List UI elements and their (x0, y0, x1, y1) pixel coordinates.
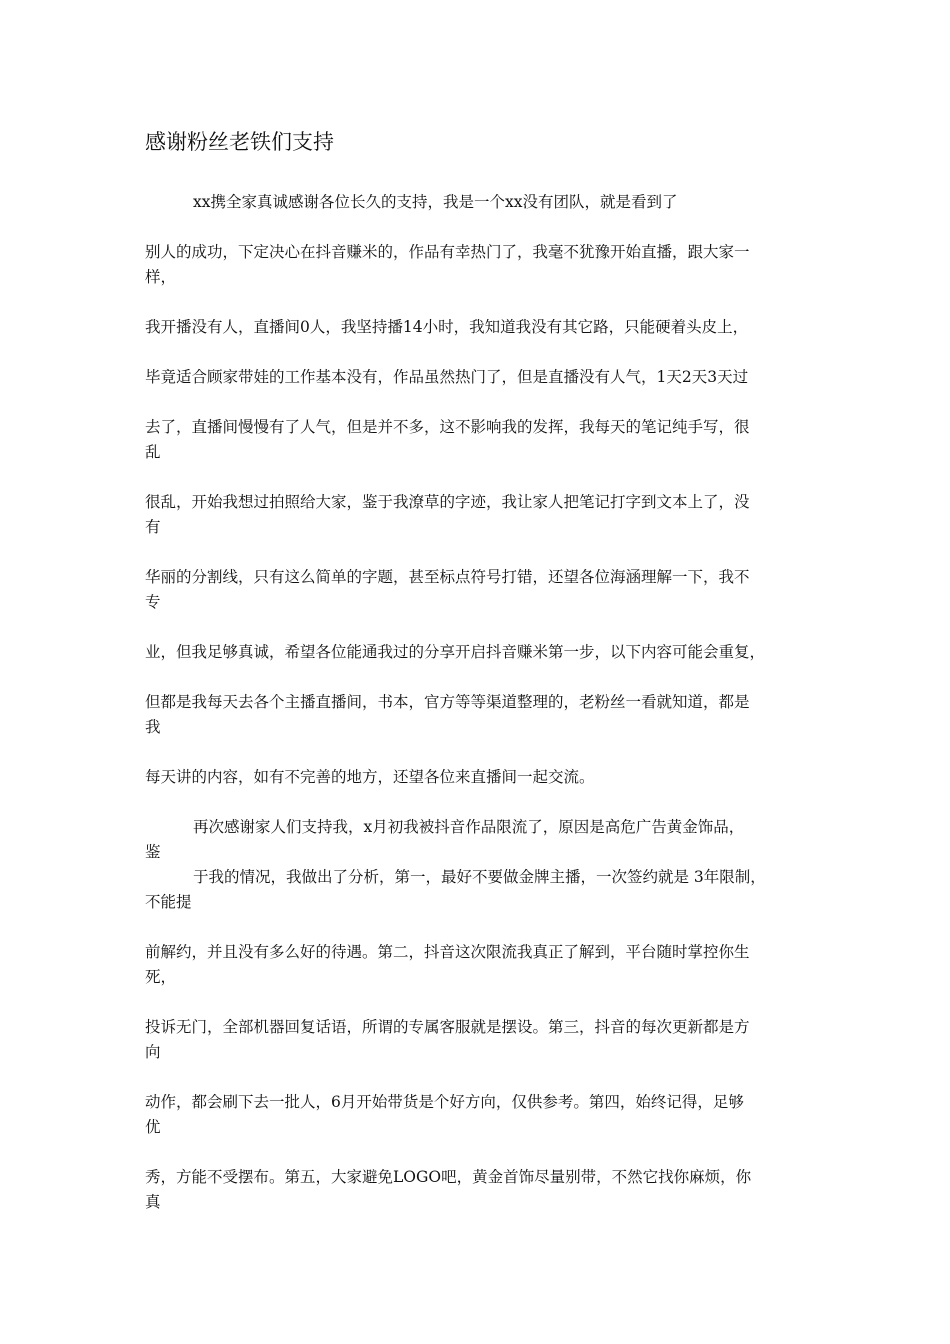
paragraph-line (145, 415, 825, 465)
line-wrap: 向 (145, 1043, 161, 1061)
paragraph-line: 每天讲的内容，如有不完善的地方，还望各位来直播间一起交流。 (145, 768, 595, 786)
paragraph-line (145, 690, 825, 740)
line-text: 投诉无门，全部机器回复话语，所谓的专属客服就是摆设。第三，抖音的每次更新都是方 (145, 1018, 750, 1036)
line-text: 动作，都会刷下去一批人，6月开始带货是个好方向，仅供参考。第四，始终记得，足够 (145, 1093, 744, 1111)
paragraph-line (145, 815, 825, 865)
paragraph-line: 我开播没有人，直播间0人，我坚持播14小时，我知道我没有其它路，只能硬着头皮上， (145, 318, 749, 336)
paragraph-line (145, 940, 825, 990)
paragraph-line: 毕竟适合顾家带娃的工作基本没有，作品虽然热门了，但是直播没有人气，1天2天3天过 (145, 368, 749, 386)
paragraph-line (145, 490, 825, 540)
line-text: 前解约，并且没有多么好的待遇。第二，抖音这次限流我真正了解到，平台随时掌控你生 (145, 943, 750, 961)
line-wrap: 不能提 (145, 893, 192, 911)
line-text: 于我的情况，我做出了分析，第一，最好不要做金牌主播，一次签约就是 3年限制， (193, 868, 766, 886)
line-wrap: 真 (145, 1193, 161, 1211)
line-text: 再次感谢家人们支持我，x月初我被抖音作品限流了，原因是高危广告黄金饰品， (193, 818, 745, 836)
paragraph-line (145, 865, 825, 915)
paragraph-line (145, 1090, 825, 1140)
paragraph-line (145, 240, 825, 290)
document-title: 感谢粉丝老铁们支持 (145, 130, 334, 154)
line-text: 很乱，开始我想过拍照给大家，鉴于我潦草的字迹，我让家人把笔记打字到文本上了，没 (145, 493, 750, 511)
line-wrap: 优 (145, 1118, 161, 1136)
line-wrap: 乱 (145, 443, 161, 461)
line-wrap: 专 (145, 593, 161, 611)
line-wrap: 死， (145, 968, 177, 986)
line-wrap: 样， (145, 268, 177, 286)
line-wrap: 鉴 (145, 843, 161, 861)
line-text: 去了，直播间慢慢有了人气，但是并不多，这不影响我的发挥，我每天的笔记纯手写，很 (145, 418, 750, 436)
line-wrap: 我 (145, 718, 161, 736)
paragraph-line (145, 1165, 825, 1215)
line-text: 别人的成功，下定决心在抖音赚米的，作品有幸热门了，我毫不犹豫开始直播，跟大家一 (145, 243, 750, 261)
paragraph-line: xx携全家真诚感谢各位长久的支持，我是一个xx没有团队，就是看到了 (193, 193, 678, 211)
paragraph-line (145, 1015, 825, 1065)
line-text: 秀，方能不受摆布。第五，大家避免LOGO吧，黄金首饰尽量别带，不然它找你麻烦，你 (145, 1168, 752, 1186)
line-wrap: 有 (145, 518, 161, 536)
paragraph-line: 业，但我足够真诚，希望各位能通我过的分享开启抖音赚米第一步，以下内容可能会重复， (145, 643, 766, 661)
line-text: 但都是我每天去各个主播直播间，书本，官方等等渠道整理的，老粉丝一看就知道，都是 (145, 693, 750, 711)
line-text: 华丽的分割线，只有这么简单的字题，甚至标点符号打错，还望各位海涵理解一下，我不 (145, 568, 750, 586)
paragraph-line (145, 565, 825, 615)
